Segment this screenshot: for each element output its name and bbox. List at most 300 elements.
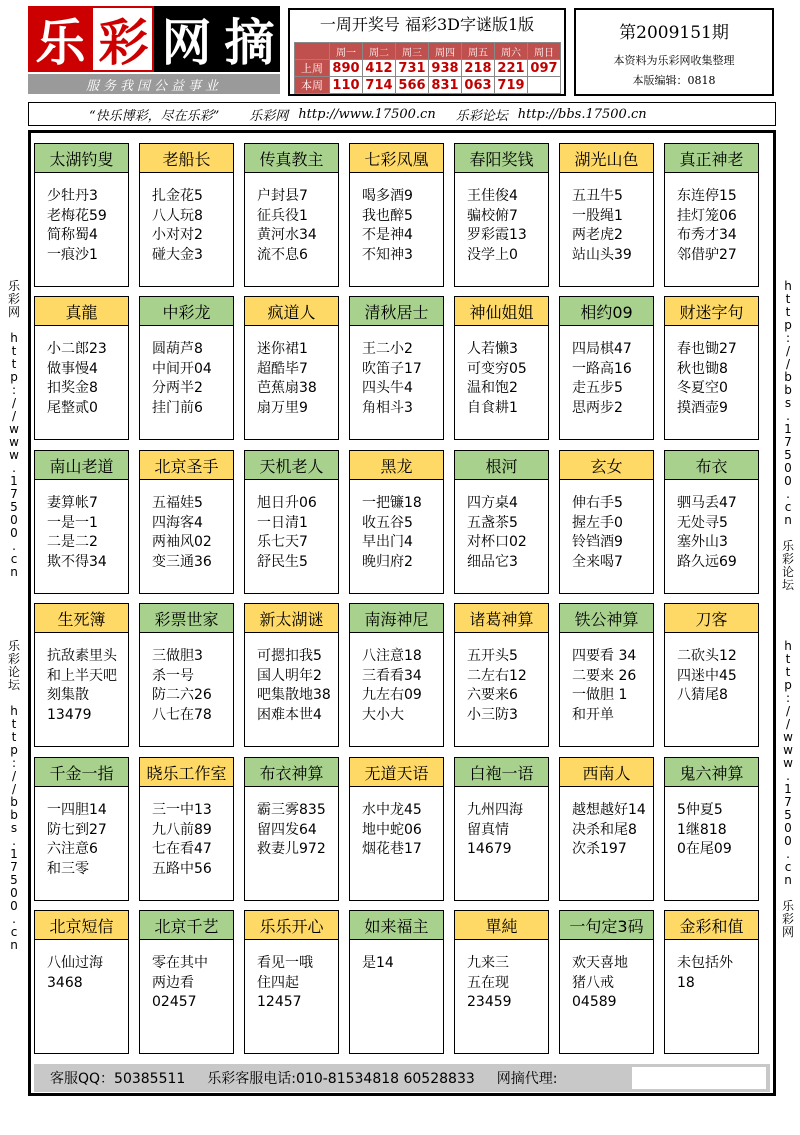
card-line: 喝多酒9	[362, 188, 413, 204]
card-line: 走五步5	[572, 380, 623, 396]
card-line: 五丑牛5	[572, 188, 623, 204]
riddle-card	[349, 296, 444, 440]
logo	[28, 6, 280, 72]
card-body	[140, 633, 233, 725]
card-line: 温和饱2	[467, 380, 518, 396]
card-line: 圆葫芦8	[152, 341, 203, 357]
forum-url-link[interactable]: http://bbs.17500.cn	[517, 106, 647, 122]
card-line: 驷马丢47	[677, 495, 737, 511]
row-label: 上周	[295, 60, 330, 77]
draw-number: 218	[462, 60, 495, 77]
draw-number: 097	[528, 60, 561, 77]
card-title: 春阳奖钱	[455, 144, 548, 173]
card-line: 困难本世4	[257, 706, 322, 723]
card-title: 乐乐开心	[245, 911, 338, 940]
riddle-card	[664, 296, 759, 440]
riddle-card	[349, 910, 444, 1054]
logo-char-4: 摘	[217, 6, 280, 72]
card-line: 自食耕1	[467, 399, 518, 416]
card-body	[35, 173, 128, 265]
card-line: 八七在78	[152, 706, 212, 723]
card-line: 次杀197	[572, 841, 627, 857]
card-line: 塞外山3	[677, 534, 728, 550]
card-title: 天机老人	[245, 451, 338, 480]
card-line: 五路中56	[152, 860, 212, 877]
card-line: 小二郎23	[47, 341, 107, 357]
issue-box	[288, 8, 566, 96]
card-title: 根河	[455, 451, 548, 480]
card-line: 四方桌4	[467, 495, 518, 511]
card-line: 四局棋47	[572, 341, 632, 357]
card-line: 收五谷5	[362, 514, 413, 531]
card-line: 杀一号	[152, 667, 194, 684]
card-line: 九左右09	[362, 687, 422, 703]
card-body	[35, 480, 128, 572]
card-line: 霸三雾835	[257, 802, 326, 818]
riddle-card	[559, 603, 654, 747]
card-body	[455, 480, 548, 572]
weekly-numbers-table	[294, 42, 561, 94]
site-url-link[interactable]: http://www.17500.cn	[298, 106, 436, 122]
card-line: 东连停15	[677, 188, 737, 204]
card-body	[140, 940, 233, 1013]
riddle-card	[454, 910, 549, 1054]
logo-char-3: 网	[154, 6, 217, 72]
riddle-card	[664, 910, 759, 1054]
card-body	[560, 633, 653, 725]
card-line: 越想越好14	[572, 802, 646, 818]
card-title: 真龍	[35, 297, 128, 326]
riddle-card	[244, 603, 339, 747]
card-title: 白袍一语	[455, 758, 548, 787]
card-body	[245, 787, 338, 860]
card-title: 财迷字句	[665, 297, 758, 326]
riddle-card	[34, 450, 129, 594]
card-line: 04589	[572, 994, 617, 1010]
card-title: 玄女	[560, 451, 653, 480]
card-line: 3468	[47, 974, 83, 991]
site-name: 乐彩网	[249, 108, 289, 124]
week-header: 周日	[528, 43, 561, 60]
card-line: 小对对2	[152, 227, 203, 243]
card-line: 02457	[152, 994, 197, 1010]
card-title: 單純	[455, 911, 548, 940]
card-line: 简称蜀4	[47, 227, 98, 243]
card-line: 扣奖金8	[47, 380, 98, 396]
card-title: 彩票世家	[140, 604, 233, 633]
riddle-card	[349, 603, 444, 747]
card-line: 一痕沙1	[47, 246, 98, 263]
card-line: 四海客4	[152, 514, 203, 531]
card-line: 18	[677, 974, 695, 991]
period-title: 第2009151期	[619, 23, 729, 43]
card-line: 五福娃5	[152, 495, 203, 511]
card-line: 握左手0	[572, 514, 623, 531]
riddle-card	[34, 603, 129, 747]
card-line: 防二六26	[152, 687, 212, 703]
card-line: 不知神3	[362, 246, 413, 263]
card-title: 诸葛神算	[455, 604, 548, 633]
riddle-card	[454, 603, 549, 747]
card-line: 1继818	[677, 821, 727, 838]
card-line: 没学上0	[467, 246, 518, 263]
riddle-card	[139, 143, 234, 287]
card-line: 九八前89	[152, 821, 212, 838]
card-title: 西南人	[560, 758, 653, 787]
card-line: 旭日升06	[257, 495, 317, 511]
card-line: 人若懒3	[467, 341, 518, 357]
card-line: 九州四海	[467, 802, 523, 818]
card-line: 是14	[362, 955, 394, 971]
card-line: 一把镰18	[362, 495, 422, 511]
card-title: 老船长	[140, 144, 233, 173]
side-text-left-top: 乐 彩 网 h t t p : / / w w w . 1 7 5 0 0 . c n	[7, 279, 20, 579]
card-line: 大小大	[362, 706, 404, 723]
week-header: 周一	[330, 43, 363, 60]
card-line: 住四起	[257, 974, 299, 991]
card-line: 可变穷05	[467, 360, 527, 377]
card-title: 北京圣手	[140, 451, 233, 480]
card-line: 站山头39	[572, 246, 632, 263]
card-line: 铃铛酒9	[572, 534, 623, 550]
card-title: 北京千艺	[140, 911, 233, 940]
card-body	[35, 326, 128, 418]
period-note: 本资料为乐彩网收集整理	[613, 54, 735, 67]
card-line: 邻借驴27	[677, 246, 737, 263]
draw-number	[528, 77, 561, 94]
card-title: 布衣神算	[245, 758, 338, 787]
card-body	[560, 787, 653, 860]
card-body	[35, 940, 128, 993]
card-line: 四迷中45	[677, 667, 737, 684]
week-header: 周二	[363, 43, 396, 60]
card-title: 刀客	[665, 604, 758, 633]
card-body	[350, 633, 443, 725]
slogan: 服务我国公益事业	[28, 74, 280, 94]
card-title: 清秋居士	[350, 297, 443, 326]
issue-title: 一周开奖号 福彩3D字谜版1版	[319, 14, 535, 34]
card-line: 和上半天吧	[47, 667, 117, 684]
card-title: 晓乐工作室	[140, 758, 233, 787]
card-body	[245, 173, 338, 265]
card-line: 小三防3	[467, 706, 518, 723]
riddle-card	[454, 450, 549, 594]
card-title: 疯道人	[245, 297, 338, 326]
card-body	[455, 940, 548, 1013]
card-title: 鬼六神算	[665, 758, 758, 787]
card-line: 欺不得34	[47, 553, 107, 570]
card-line: 四要看 34	[572, 648, 637, 664]
riddle-card	[349, 757, 444, 901]
card-line: 烟花巷17	[362, 841, 422, 857]
card-line: 八猜尾8	[677, 687, 728, 703]
card-line: 芭蕉扇38	[257, 380, 317, 396]
card-body	[350, 326, 443, 418]
card-body	[245, 633, 338, 725]
riddle-card	[139, 296, 234, 440]
card-line: 一股绳1	[572, 207, 623, 224]
card-line: 伸右手5	[572, 495, 623, 511]
card-line: 八人玩8	[152, 207, 203, 224]
draw-number: 719	[495, 77, 528, 94]
card-body	[245, 326, 338, 418]
riddle-card	[559, 757, 654, 901]
card-line: 救妻儿972	[257, 841, 326, 857]
card-body	[350, 173, 443, 265]
riddle-card	[139, 757, 234, 901]
card-line: 三看看34	[362, 667, 422, 684]
draw-number: 714	[363, 77, 396, 94]
card-line: 14679	[467, 841, 512, 857]
card-line: 12457	[257, 994, 302, 1010]
last-week-row	[295, 60, 561, 77]
card-line: 23459	[467, 994, 512, 1010]
card-line: 八仙过海	[47, 955, 103, 971]
card-line: 晚归府2	[362, 553, 413, 570]
card-line: 未包括外	[677, 955, 733, 971]
riddle-card	[349, 143, 444, 287]
card-line: 挂门前6	[152, 399, 203, 416]
week-header: 周三	[396, 43, 429, 60]
card-line: 冬夏空0	[677, 380, 728, 396]
card-title: 如来福主	[350, 911, 443, 940]
card-line: 5仲夏5	[677, 802, 723, 818]
card-line: 和三零	[47, 860, 89, 877]
footer	[34, 1064, 770, 1092]
card-line: 中间开04	[152, 360, 212, 377]
card-line: 四头牛4	[362, 380, 413, 396]
agent-label: 网摘代理:	[496, 1071, 558, 1087]
card-line: 分两半2	[152, 380, 203, 396]
card-line: 八注意18	[362, 648, 422, 664]
riddle-card	[139, 603, 234, 747]
card-line: 二砍头12	[677, 648, 737, 664]
card-line: 骗校俯7	[467, 207, 518, 224]
draw-number: 566	[396, 77, 429, 94]
riddle-card	[244, 143, 339, 287]
card-line: 吹笛子17	[362, 360, 422, 377]
draw-number: 890	[330, 60, 363, 77]
card-line: 看见一哦	[257, 955, 313, 971]
card-line: 水中龙45	[362, 802, 422, 818]
card-body	[140, 480, 233, 572]
motto-bar	[28, 102, 776, 126]
card-body	[560, 173, 653, 265]
card-line: 二要来 26	[572, 667, 637, 684]
riddle-card	[664, 603, 759, 747]
card-body	[350, 940, 443, 974]
card-line: 我也醉5	[362, 207, 413, 224]
draw-number: 938	[429, 60, 462, 77]
card-line: 尾整贰0	[47, 399, 98, 416]
card-body	[665, 633, 758, 706]
logo-char-1: 乐	[28, 6, 91, 72]
riddle-card	[454, 296, 549, 440]
week-header: 周四	[429, 43, 462, 60]
card-line: 少牡丹3	[47, 188, 98, 204]
card-line: 扇万里9	[257, 399, 308, 416]
card-body	[665, 940, 758, 993]
card-line: 思两步2	[572, 399, 623, 416]
card-line: 国人明年2	[257, 667, 322, 684]
card-body	[665, 787, 758, 860]
card-body	[35, 633, 128, 725]
card-title: 无道天语	[350, 758, 443, 787]
riddle-card	[244, 757, 339, 901]
card-title: 太湖钓叟	[35, 144, 128, 173]
card-line: 刻集散	[47, 687, 89, 703]
riddle-card	[454, 757, 549, 901]
riddle-card	[349, 450, 444, 594]
card-line: 抗敌素里头	[47, 648, 117, 664]
card-body	[245, 480, 338, 572]
card-title: 新太湖谜	[245, 604, 338, 633]
card-line: 变三通36	[152, 553, 212, 570]
card-line: 决杀和尾8	[572, 821, 637, 838]
riddle-card	[664, 757, 759, 901]
card-body	[665, 173, 758, 265]
card-body	[350, 480, 443, 572]
card-line: 两边看	[152, 974, 194, 991]
card-line: 五在现	[467, 974, 509, 991]
card-line: 迷你裙1	[257, 341, 308, 357]
draw-number: 831	[429, 77, 462, 94]
card-line: 户封县7	[257, 188, 308, 204]
riddle-card	[244, 296, 339, 440]
card-line: 扎金花5	[152, 188, 203, 204]
card-line: 二是二2	[47, 534, 98, 550]
riddle-card	[454, 143, 549, 287]
riddle-card	[559, 450, 654, 594]
card-line: 挂灯笼06	[677, 207, 737, 224]
card-body	[665, 326, 758, 418]
card-line: 布秀才34	[677, 227, 737, 243]
card-body	[560, 326, 653, 418]
motto: “快乐博彩，尽在乐彩”	[89, 108, 220, 124]
card-line: 妻算帐7	[47, 495, 98, 511]
card-body	[140, 326, 233, 418]
card-line: 13479	[47, 706, 92, 723]
card-title: 铁公神算	[560, 604, 653, 633]
card-body	[245, 940, 338, 1013]
card-line: 留真情	[467, 821, 509, 838]
draw-number: 731	[396, 60, 429, 77]
card-line: 猪八戒	[572, 974, 614, 991]
card-title: 北京短信	[35, 911, 128, 940]
card-line: 两老虎2	[572, 227, 623, 243]
card-line: 和开单	[572, 706, 614, 723]
card-title: 相约09	[560, 297, 653, 326]
card-line: 防七到27	[47, 821, 107, 838]
side-text-right-bottom: h t t p : / / w w w . 1 7 5 0 0 . c n 乐 彩 网	[781, 639, 794, 939]
draw-number: 412	[363, 60, 396, 77]
side-text-left-bottom: 乐 彩 论 坛 h t t p : / / b b s . 1 7 5 0 0 . c n	[7, 639, 20, 952]
card-body	[35, 787, 128, 879]
card-title: 金彩和值	[665, 911, 758, 940]
card-body	[455, 633, 548, 725]
card-title: 湖光山色	[560, 144, 653, 173]
card-title: 一句定3码	[560, 911, 653, 940]
this-week-row	[295, 77, 561, 94]
riddle-card	[34, 143, 129, 287]
agent-field[interactable]	[632, 1067, 766, 1089]
card-body	[455, 326, 548, 418]
card-line: 摸酒壶9	[677, 399, 728, 416]
riddle-card	[559, 143, 654, 287]
editor-note: 本版编辑：0818	[632, 74, 716, 87]
card-line: 九来三	[467, 955, 509, 971]
card-line: 可摁扣我5	[257, 648, 322, 664]
riddle-card	[664, 450, 759, 594]
week-header: 周六	[495, 43, 528, 60]
card-title: 南山老道	[35, 451, 128, 480]
draw-number: 221	[495, 60, 528, 77]
draw-number: 110	[330, 77, 363, 94]
card-line: 留四发64	[257, 821, 317, 838]
card-line: 一做胆 1	[572, 687, 628, 703]
card-line: 对杯口02	[467, 534, 527, 550]
card-line: 老梅花59	[47, 207, 107, 224]
card-line: 欢天喜地	[572, 955, 628, 971]
card-title: 神仙姐姐	[455, 297, 548, 326]
riddle-card	[559, 910, 654, 1054]
card-line: 不是神4	[362, 227, 413, 243]
card-line: 三一中13	[152, 802, 212, 818]
card-line: 六要来6	[467, 687, 518, 703]
card-title: 黑龙	[350, 451, 443, 480]
card-line: 全来喝7	[572, 553, 623, 570]
card-line: 碰大金3	[152, 246, 203, 263]
card-line: 六注意6	[47, 841, 98, 857]
card-line: 两袖风02	[152, 534, 212, 550]
riddle-card	[664, 143, 759, 287]
card-body	[140, 173, 233, 265]
riddle-card	[244, 910, 339, 1054]
card-line: 吧集散地38	[257, 687, 331, 703]
card-line: 七在看47	[152, 841, 212, 857]
card-line: 早出门4	[362, 534, 413, 550]
week-header: 周五	[462, 43, 495, 60]
card-title: 南海神尼	[350, 604, 443, 633]
card-line: 一是一1	[47, 514, 98, 531]
customer-phone: 乐彩客服电话:010-81534818 60528833	[207, 1071, 475, 1087]
card-title: 七彩凤凰	[350, 144, 443, 173]
card-line: 一日清1	[257, 514, 308, 531]
card-line: 五盏茶5	[467, 514, 518, 531]
card-title: 布衣	[665, 451, 758, 480]
side-text-right-top: h t t p : / / b b s . 1 7 5 0 0 . c n 乐 彩 论 坛	[781, 279, 794, 592]
card-line: 一四胆14	[47, 802, 107, 818]
period-box	[574, 8, 774, 96]
card-line: 王二小2	[362, 341, 413, 357]
card-line: 征兵役1	[257, 207, 308, 224]
riddle-card	[559, 296, 654, 440]
card-line: 角相斗3	[362, 399, 413, 416]
forum-name: 乐彩论坛	[455, 108, 508, 124]
card-line: 地中蛇06	[362, 821, 422, 838]
riddle-card	[34, 910, 129, 1054]
card-line: 乐七天7	[257, 534, 308, 550]
card-line: 罗彩霞13	[467, 227, 527, 243]
card-line: 五开头5	[467, 648, 518, 664]
card-body	[455, 173, 548, 265]
logo-char-2: 彩	[91, 6, 154, 72]
card-body	[560, 940, 653, 1013]
card-title: 千金一指	[35, 758, 128, 787]
card-line: 秋也锄8	[677, 360, 728, 377]
card-line: 零在其中	[152, 955, 208, 971]
draw-number: 063	[462, 77, 495, 94]
